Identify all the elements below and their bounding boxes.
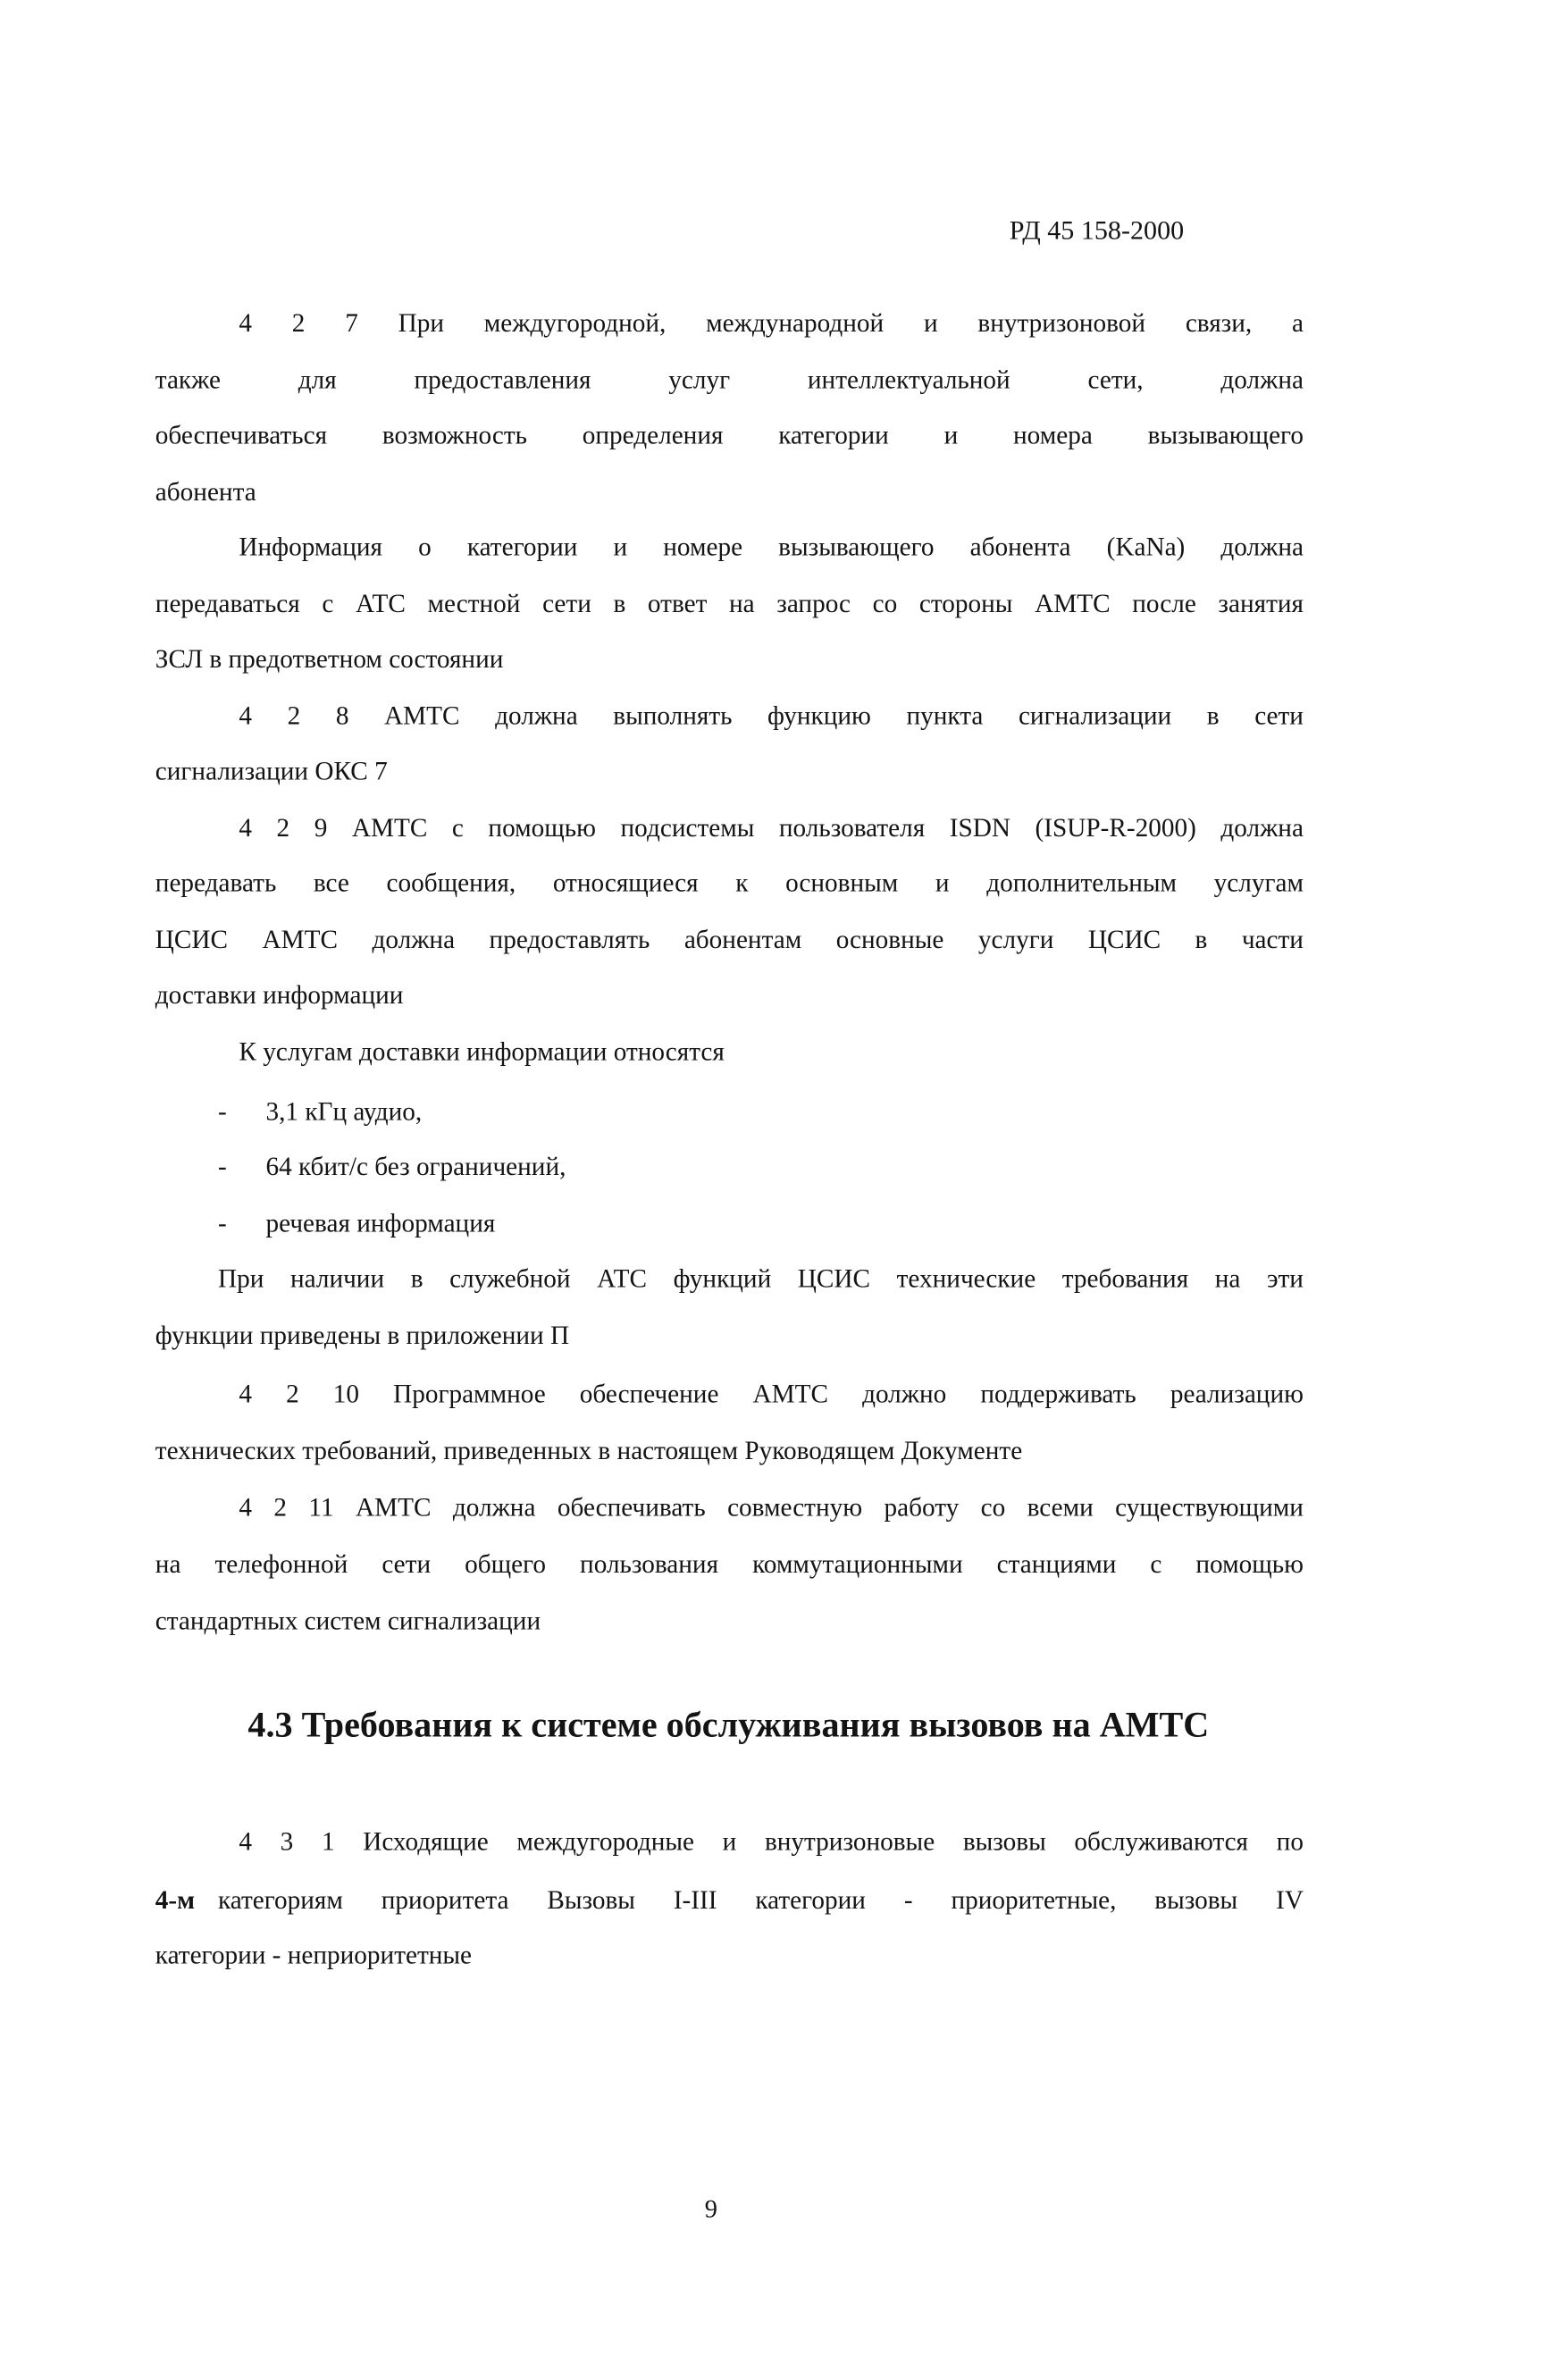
paragraph-4-2-8-line-1: 4 2 8 АМТС должна выполнять функцию пункта сигнализации в сети (239, 700, 1304, 731)
paragraph-info-line-2: передаваться с АТС местной сети в ответ на запрос со стороны АМТС после занятия (155, 588, 1304, 618)
paragraph-4-3-1-line-3: категории - неприоритетные (155, 1939, 473, 1970)
page-number: 9 (704, 2194, 718, 2224)
paragraph-4-2-10-line-1: 4 2 10 Программное обеспечение АМТС должно поддерживать реализацию (239, 1378, 1304, 1408)
paragraph-4-2-11-line-3: стандартных систем сигнализации (155, 1605, 541, 1635)
paragraph-4-2-7-line-4: абонента (155, 476, 256, 507)
paragraph-4-2-7-line-2: также для предоставления услуг интеллектуальной сети, должна (155, 364, 1304, 395)
paragraph-4-2-7-line-3: обеспечиваться возможность определения категории и номера вызывающего (155, 419, 1304, 450)
paragraph-4-2-7-line-1: 4 2 7 При междугородной, международной и внутризоновой связи, а (239, 307, 1304, 338)
paragraph-4-3-1-line-2: категориям приоритета Вызовы I-III категории - приоритетные, вызовы IV (217, 1884, 1304, 1915)
services-intro: К услугам доставки информации относятся (239, 1036, 725, 1067)
paragraph-4-2-9-line-1: 4 2 9 АМТС с помощью подсистемы пользователя ISDN (ISUP-R-2000) должна (239, 812, 1304, 843)
list-item: речевая информация (265, 1208, 496, 1238)
paragraph-4-2-11-line-2: на телефонной сети общего пользования коммутационными станциями с помощью (155, 1548, 1304, 1579)
paragraph-4-3-1-line-1: 4 3 1 Исходящие междугородные и внутризоновые вызовы обслуживаются по (239, 1825, 1304, 1857)
document-code: РД 45 158-2000 (1009, 214, 1185, 246)
paragraph-info-line-3: ЗСЛ в предответном состоянии (155, 643, 504, 674)
paragraph-isdn-line-2: функции приведены в приложении П (155, 1320, 570, 1350)
paragraph-4-2-8-line-2: сигнализации ОКС 7 (155, 755, 388, 786)
paragraph-info-line-1: Информация о категории и номере вызывающего абонента (KaNa) должна (239, 531, 1304, 562)
list-item: 3,1 кГц аудио, (265, 1095, 423, 1127)
paragraph-4-2-11-line-1: 4 2 11 АМТС должна обеспечивать совместную работу со всеми существующими (239, 1491, 1304, 1522)
list-bullet: - (217, 1095, 227, 1127)
section-heading: 4.3 Требования к системе обслуживания вызовов на АМТС (247, 1707, 1210, 1746)
paragraph-4-2-10-line-2: технических требований, приведенных в настоящем Руководящем Документе (155, 1435, 1023, 1465)
list-item: 64 кбит/с без ограничений, (265, 1151, 566, 1181)
list-bullet: - (217, 1208, 227, 1238)
paragraph-isdn-line-1: При наличии в служебной АТС функций ЦСИС технические требования на эти (217, 1263, 1304, 1294)
list-bullet: - (217, 1151, 227, 1181)
bold-lead: 4-м (155, 1884, 196, 1915)
paragraph-4-3-1-line-2-lead (155, 1883, 195, 1916)
paragraph-4-2-9-line-3: ЦСИС АМТС должна предоставлять абонентам основные услуги ЦСИС в части (155, 924, 1304, 954)
paragraph-4-2-9-line-2: передавать все сообщения, относящиеся к основным и дополнительным услугам (155, 867, 1304, 898)
paragraph-4-2-9-line-4: доставки информации (155, 979, 404, 1010)
